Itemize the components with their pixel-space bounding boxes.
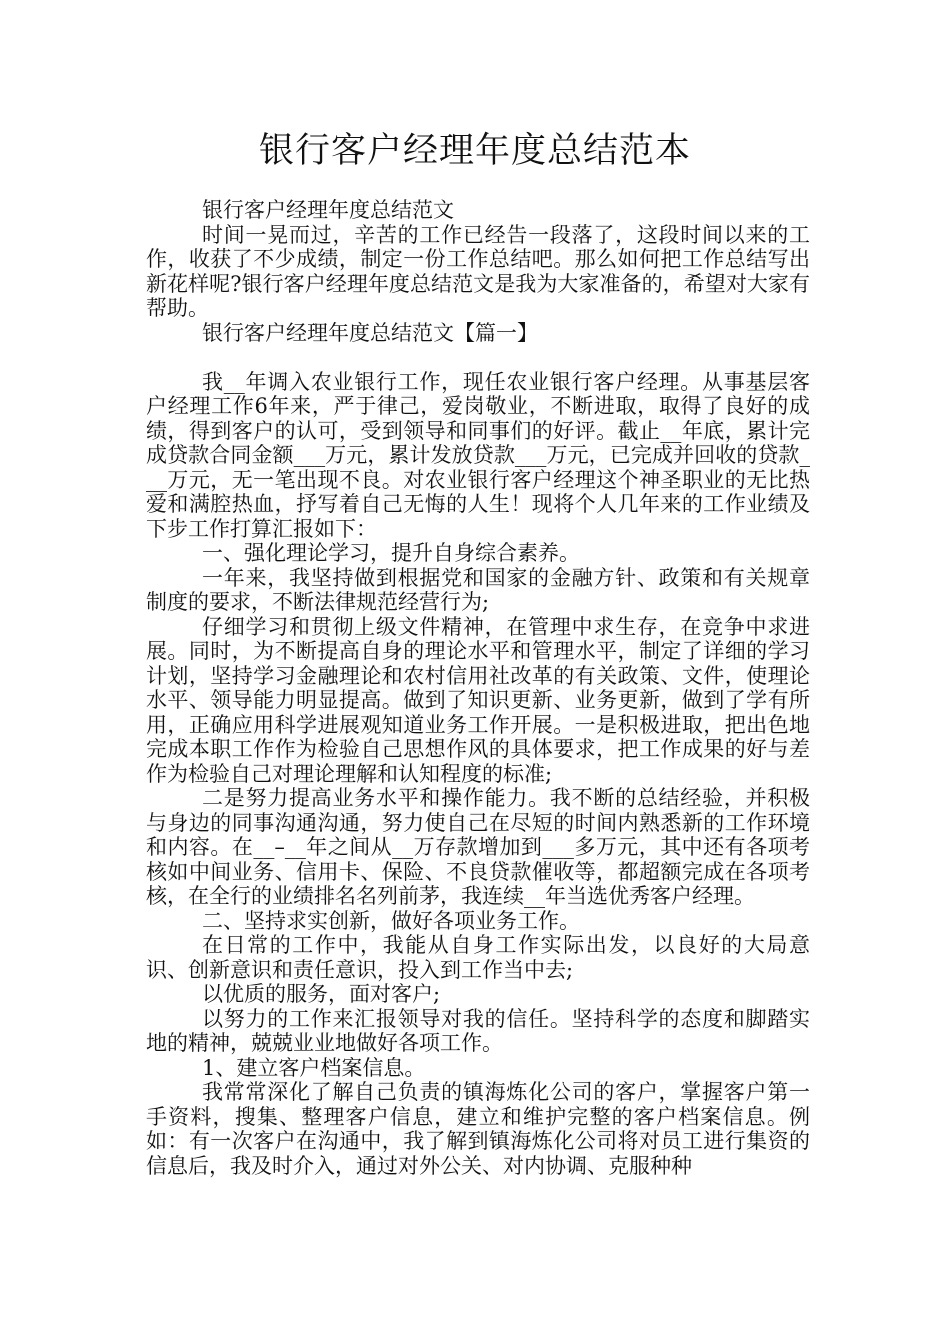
document-title: 银行客户经理年度总结范本 (258, 131, 691, 171)
intro-paragraph: 时间一晃而过，辛苦的工作已经告一段落了，这段时间以来的工作，收获了不少成绩，制定一份工作总结吧。那么如何把工作总结写出新花样呢?银行客户经理年度总结范文是我为大家准备的，希望对大家有帮助。 (146, 222, 810, 320)
body-paragraph: 在日常的工作中，我能从自身工作实际出发，以良好的大局意识、创新意识和责任意识，投入到工作当中去; (146, 933, 810, 982)
body-paragraph: 仔细学习和贯彻上级文件精神，在管理中求生存，在竞争中求进展。同时，为不断提高自身的理论水平和管理水平，制定了详细的学习计划，坚持学习金融理论和农村信用社改革的有关政策、文件，使理论水平、领导能力明显提高。做到了知识更新、业务更新，做到了学有所用，正确应用科学进展观知道业务工作开展。一是积极进取，把出色地完成本职工作作为检验自己思想作风的具体要求，把工作成果的好与差作为检验自己对理论理解和认知程度的标准; (146, 614, 810, 786)
document-body (146, 198, 810, 1178)
body-paragraph: 我__年调入农业银行工作，现任农业银行客户经理。从事基层客户经理工作6年来，严于律己，爱岗敬业，不断进取，取得了良好的成绩，得到客户的认可，受到领导和同事们的好评。截止__年底，累计完成贷款合同金额___万元，累计发放贷款___万元，已完成并回收的贷款___万元，无一笔出现不良。对农业银行客户经理这个神圣职业的无比热爱和满腔热血，抒写着自己无悔的人生！现将个人几年来的工作业绩及下步工作打算汇报如下： (146, 369, 810, 541)
section-heading: 一、强化理论学习，提升自身综合素养。 (202, 541, 580, 565)
body-paragraph: 我常常深化了解自己负责的镇海炼化公司的客户，掌握客户第一手资料，搜集、整理客户信息，建立和维护完整的客户档案信息。例如：有一次客户在沟通中，我了解到镇海炼化公司将对员工进行集资的信息后，我及时介入，通过对外公关、对内协调、克服种种 (146, 1080, 810, 1178)
body-paragraph: 以努力的工作来汇报领导对我的信任。坚持科学的态度和脚踏实地的精神，兢兢业业地做好各项工作。 (146, 1006, 810, 1055)
section-heading-part-one: 银行客户经理年度总结范文【篇一】 (202, 320, 538, 345)
section-heading: 二、坚持求实创新，做好各项业务工作。 (202, 908, 580, 933)
body-paragraph: 二是努力提高业务水平和操作能力。我不断的总结经验，并积极与身边的同事沟通沟通，努力使自己在尽短的时间内熟悉新的工作环境和内容。在__–__年之间从__万存款增加到___多万元，其中还有各项考核如中间业务、信用卡、保险、不良贷款催收等，都超额完成在各项考核，在全行的业绩排名名列前茅，我连续__年当选优秀客户经理。 (146, 786, 810, 908)
body-paragraph: 一年来，我坚持做到根据党和国家的金融方针、政策和有关规章制度的要求，不断法律规范经营行为; (146, 565, 810, 614)
subsection-heading: 1、建立客户档案信息。 (202, 1055, 426, 1080)
subtitle-paragraph: 银行客户经理年度总结范文 (202, 198, 454, 222)
body-paragraph: 以优质的服务，面对客户; (202, 982, 441, 1006)
blank-line (146, 345, 810, 370)
